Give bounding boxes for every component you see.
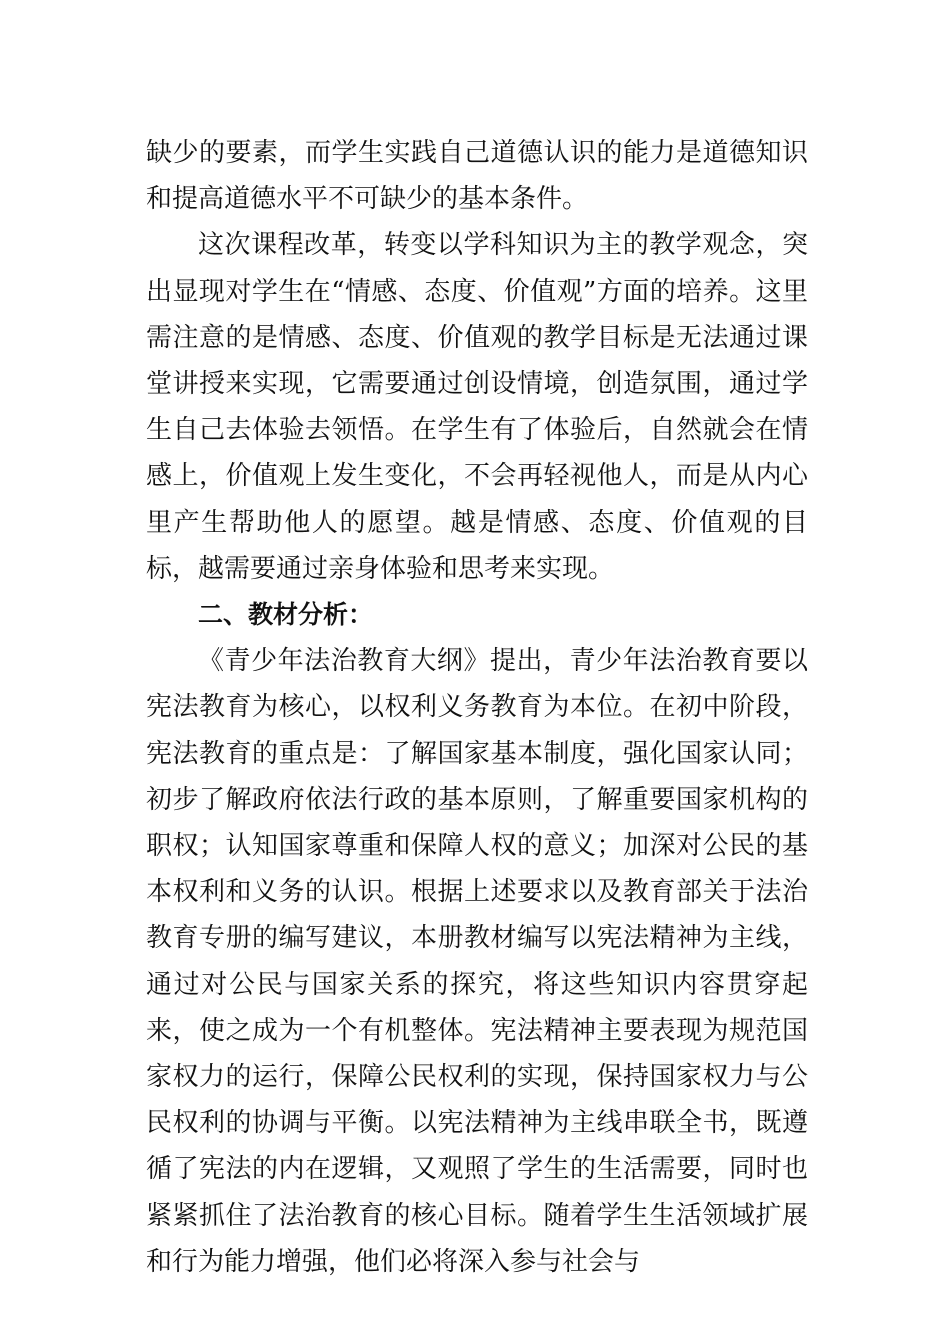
paragraph-textbook-analysis: 《青少年法治教育大纲》提出，青少年法治教育要以宪法教育为核心，以权利义务教育为本位。在初中阶段，宪法教育的重点是：了解国家基本制度，强化国家认同；初步了解政府依法行政的基本原则，了解重要国家机构的职权；认知国家尊重和保障人权的意义；加深对公民的基本权利和义务的认识。根据上述要求以及教育部关于法治教育专册的编写建议，本册教材编写以宪法精神为主线，通过对公民与国家关系的探究，将这些知识内容贯穿起来，使之成为一个有机整体。宪法精神主要表现为规范国家权力的运行，保障公民权利的实现，保持国家权力与公民权利的协调与平衡。以宪法精神为主线串联全书，既遵循了宪法的内在逻辑，又观照了学生的生活需要，同时也紧紧抓住了法治教育的核心目标。随着学生生活领域扩展和行为能力增强，他们必将深入参与社会与 [146, 646, 808, 1277]
paragraph-curriculum-reform: 这次课程改革，转变以学科知识为主的教学观念，突出显现对学生在“情感、态度、价值观”方面的培养。这里需注意的是情感、态度、价值观的教学目标是无法通过课堂讲授来实现，它需要通过创设情境，创造氛围，通过学生自己去体验去领悟。在学生有了体验后，自然就会在情感上，价值观上发生变化，不会再轻视他人，而是从内心里产生帮助他人的愿望。越是情感、态度、价值观的目标，越需要通过亲身体验和思考来实现。 [146, 230, 808, 584]
document-body [146, 130, 808, 1285]
section-heading-textbook-analysis: 二、教材分析： [198, 600, 374, 630]
paragraph-continuation: 缺少的要素，而学生实践自己道德认识的能力是道德知识和提高道德水平不可缺少的基本条件。 [146, 138, 808, 215]
